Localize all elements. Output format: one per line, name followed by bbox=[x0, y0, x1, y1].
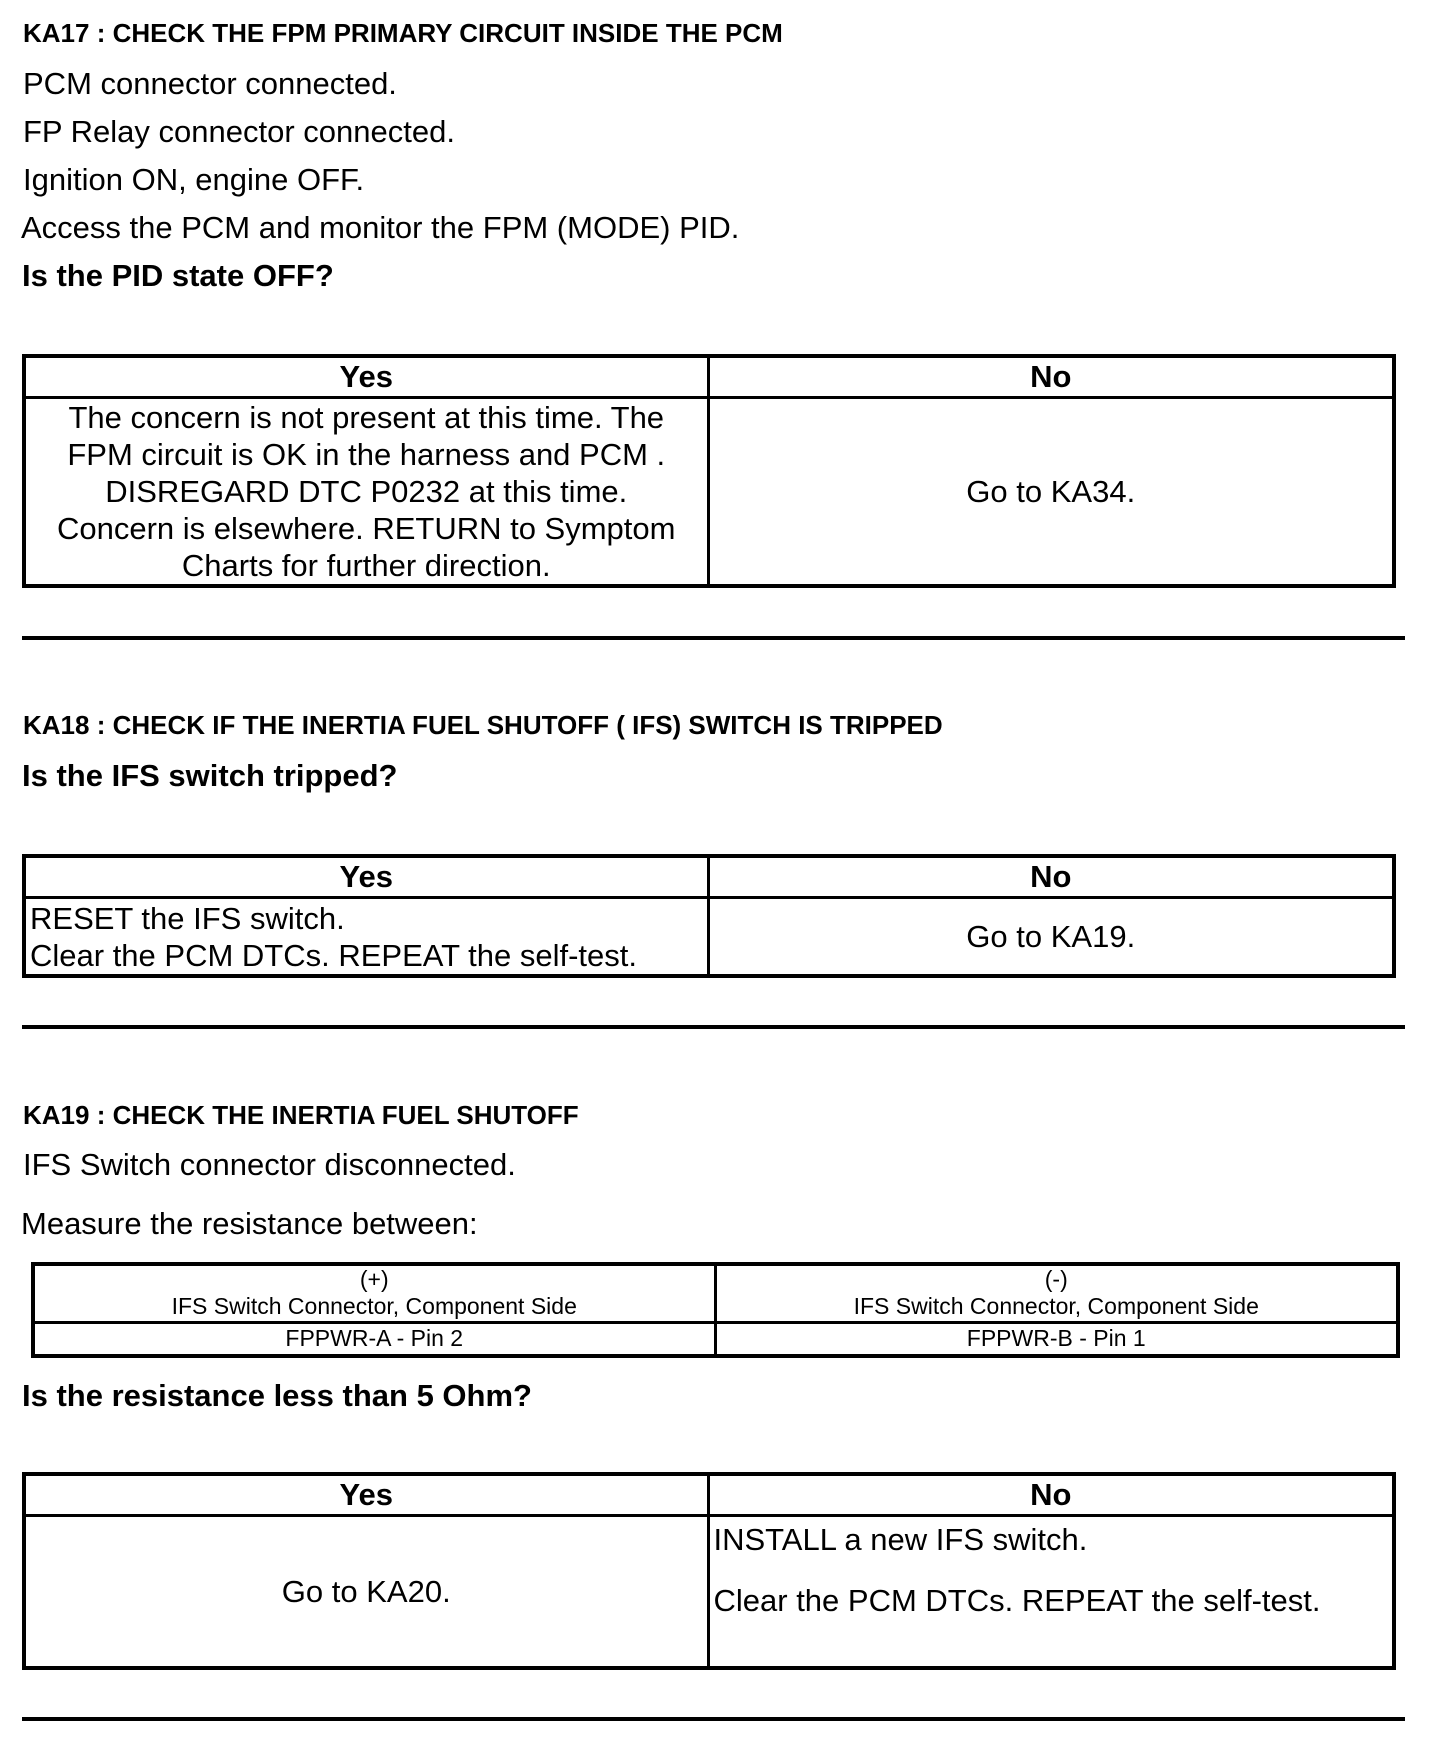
ka18-yes-cell bbox=[24, 898, 708, 977]
ka19-pin-table bbox=[31, 1262, 1400, 1358]
ka17-yes-line: Concern is elsewhere. RETURN to Symptom bbox=[57, 511, 676, 546]
minus-symbol: (-) bbox=[1044, 1266, 1068, 1293]
ka18-yes-line: RESET the IFS switch. bbox=[30, 900, 345, 936]
ka17-step-1: PCM connector connected. bbox=[23, 66, 397, 101]
ka17-question: Is the PID state OFF? bbox=[22, 258, 334, 293]
ka17-yes-header: Yes bbox=[24, 356, 708, 398]
ka18-no-cell: Go to KA19. bbox=[708, 898, 1394, 977]
ka17-step-4: Access the PCM and monitor the FPM (MODE) PID. bbox=[21, 210, 740, 245]
minus-label: IFS Switch Connector, Component Side bbox=[853, 1293, 1259, 1320]
ka18-result-table bbox=[22, 854, 1396, 978]
plus-label: IFS Switch Connector, Component Side bbox=[171, 1293, 577, 1320]
ka17-result-table bbox=[22, 354, 1396, 588]
ka19-yes-header: Yes bbox=[24, 1474, 708, 1516]
ka17-yes-line: The concern is not present at this time. The bbox=[68, 400, 665, 435]
ka17-yes-line: DISREGARD DTC P0232 at this time. bbox=[105, 474, 628, 509]
ka19-result-table bbox=[22, 1472, 1396, 1670]
ka17-step-2: FP Relay connector connected. bbox=[23, 114, 455, 149]
ka19-heading: KA19 : CHECK THE INERTIA FUEL SHUTOFF bbox=[23, 1100, 579, 1130]
ka18-yes-line: Clear the PCM DTCs. REPEAT the self-test. bbox=[30, 937, 637, 973]
ka19-minus-cell bbox=[715, 1264, 1398, 1322]
ka17-no-cell: Go to KA34. bbox=[708, 398, 1394, 587]
ka19-no-cell bbox=[708, 1516, 1394, 1669]
ka18-yes-header: Yes bbox=[24, 856, 708, 898]
ka19-plus-cell bbox=[33, 1264, 715, 1322]
ka19-step-1: IFS Switch connector disconnected. bbox=[23, 1147, 516, 1182]
ka19-no-line: Clear the PCM DTCs. REPEAT the self-test. bbox=[713, 1583, 1321, 1618]
minus-pin: FPPWR-B - Pin 1 bbox=[715, 1322, 1398, 1356]
ka18-question: Is the IFS switch tripped? bbox=[22, 758, 398, 793]
ka17-no-header: No bbox=[708, 356, 1394, 398]
section-divider bbox=[22, 1025, 1405, 1029]
ka19-no-line: INSTALL a new IFS switch. bbox=[713, 1522, 1088, 1557]
ka17-heading: KA17 : CHECK THE FPM PRIMARY CIRCUIT INSIDE THE PCM bbox=[23, 18, 783, 48]
ka17-yes-line: FPM circuit is OK in the harness and PCM . bbox=[67, 437, 666, 472]
ka19-no-header: No bbox=[708, 1474, 1394, 1516]
section-divider bbox=[22, 636, 1405, 640]
ka19-question: Is the resistance less than 5 Ohm? bbox=[22, 1378, 532, 1413]
ka17-yes-cell bbox=[24, 398, 708, 587]
ka18-heading: KA18 : CHECK IF THE INERTIA FUEL SHUTOFF ( IFS) SWITCH IS TRIPPED bbox=[23, 710, 943, 740]
plus-symbol: (+) bbox=[359, 1266, 389, 1293]
plus-pin: FPPWR-A - Pin 2 bbox=[33, 1322, 715, 1356]
ka17-yes-line: Charts for further direction. bbox=[181, 548, 551, 583]
ka19-step-2: Measure the resistance between: bbox=[21, 1206, 478, 1241]
ka19-yes-cell: Go to KA20. bbox=[24, 1516, 708, 1669]
section-divider bbox=[22, 1717, 1405, 1721]
ka18-no-header: No bbox=[708, 856, 1394, 898]
ka17-step-3: Ignition ON, engine OFF. bbox=[23, 162, 365, 197]
